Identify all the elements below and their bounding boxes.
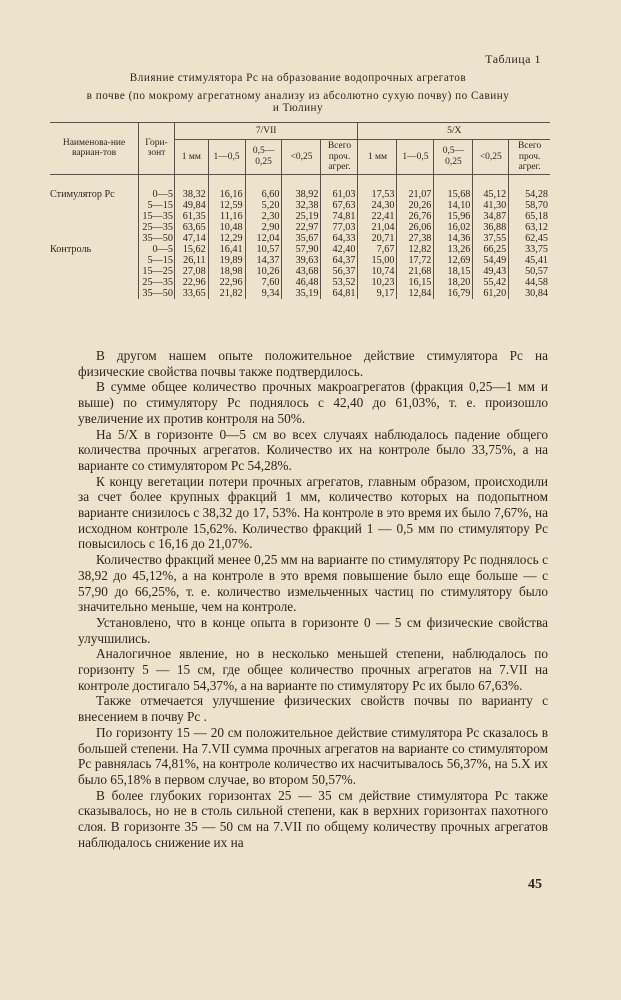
value-cell: 67,63: [321, 200, 358, 211]
value-cell: 2,90: [245, 222, 282, 233]
value-cell: 54,28: [509, 189, 550, 200]
value-cell: 15,00: [358, 255, 397, 266]
value-cell: 36,88: [473, 222, 509, 233]
value-cell: 34,87: [473, 211, 509, 222]
value-cell: 16,41: [208, 244, 245, 255]
col-group-7vii: 7/VII: [174, 123, 358, 140]
value-cell: 10,74: [358, 266, 397, 277]
value-cell: 14,10: [434, 200, 473, 211]
subcol-header: 0,5—0,25: [245, 140, 282, 175]
value-cell: 58,70: [509, 200, 550, 211]
value-cell: 56,37: [321, 266, 358, 277]
value-cell: 63,12: [509, 222, 550, 233]
value-cell: 61,35: [174, 211, 208, 222]
body-paragraph: В сумме общее количество прочных макроагрегатов (фракция 0,25—1 мм и выше) по стимулятору Рс поднялось с 42,40 до 61,03%, т. е. произошло увеличение их против контроля на 50%.: [78, 379, 548, 426]
value-cell: 50,57: [509, 266, 550, 277]
value-cell: 65,18: [509, 211, 550, 222]
value-cell: 12,04: [245, 233, 282, 244]
value-cell: 21,68: [397, 266, 434, 277]
value-cell: 27,38: [397, 233, 434, 244]
value-cell: 21,07: [397, 189, 434, 200]
value-cell: 9,17: [358, 288, 397, 299]
value-cell: 30,84: [509, 288, 550, 299]
variant-name: Стимулятор Рс: [50, 188, 115, 200]
value-cell: 54,49: [473, 255, 509, 266]
value-cell: 33,75: [509, 244, 550, 255]
aggregates-table: [50, 122, 550, 299]
body-paragraph: К концу вегетации потери прочных агрегатов, главным образом, происходили за счет более крупных фракций 1 мм, количество которых на подопытном варианте снизилось с 38,32 до 17, 53%. На контроле в это время их было 7,67%, на исходном контроле 15,62%. Количество фракций 1 — 0,5 мм по стимулятору Рс повысилось с 16,16 до 21,07%.: [78, 473, 548, 552]
table-label: Таблица 1: [485, 52, 541, 66]
subcol-header: <0,25: [282, 140, 321, 175]
value-cell: 18,15: [434, 266, 473, 277]
value-cell: 57,90: [282, 244, 321, 255]
table-row: [50, 233, 550, 244]
value-cell: 18,98: [208, 266, 245, 277]
table-caption-line1: Влияние стимулятора Рс на образование водопрочных агрегатов: [129, 72, 467, 84]
value-cell: 41,30: [473, 200, 509, 211]
horizon-cell: 0—5: [139, 244, 175, 255]
variant-name: [50, 266, 139, 277]
value-cell: 15,96: [434, 211, 473, 222]
value-cell: 15,68: [434, 189, 473, 200]
subcol-header: Всего проч. агрег.: [321, 140, 358, 175]
variant-name: [50, 211, 139, 222]
value-cell: 74,81: [321, 211, 358, 222]
value-cell: 7,60: [245, 277, 282, 288]
value-cell: 11,16: [208, 211, 245, 222]
subcol-header: 1—0,5: [397, 140, 434, 175]
value-cell: 27,08: [174, 266, 208, 277]
value-cell: 33,65: [174, 288, 208, 299]
value-cell: 66,25: [473, 244, 509, 255]
value-cell: 5,20: [245, 200, 282, 211]
value-cell: 26,11: [174, 255, 208, 266]
value-cell: 61,20: [473, 288, 509, 299]
value-cell: 44,58: [509, 277, 550, 288]
value-cell: 16,16: [208, 189, 245, 200]
value-cell: 21,82: [208, 288, 245, 299]
table-row: [50, 189, 550, 200]
value-cell: 16,79: [434, 288, 473, 299]
value-cell: 10,23: [358, 277, 397, 288]
value-cell: 10,57: [245, 244, 282, 255]
value-cell: 12,59: [208, 200, 245, 211]
variant-name: [50, 233, 139, 244]
value-cell: 19,89: [208, 255, 245, 266]
value-cell: 25,19: [282, 211, 321, 222]
value-cell: 46,48: [282, 277, 321, 288]
table-row: [50, 266, 550, 277]
value-cell: 10,48: [208, 222, 245, 233]
value-cell: 12,84: [397, 288, 434, 299]
horizon-cell: 35—50: [139, 233, 175, 244]
body-paragraph: По горизонту 15 — 20 см положительное действие стимулятора Рс сказалось в большей степени. На 7.VII сумма прочных агрегатов на варианте со стимулятором Рс равнялась 74,81%, на контроле количество их насчитывалось 56,37%, на 5.X их было 65,18% в первом случае, во втором 50,57%.: [78, 724, 548, 787]
col-header-name: Наименова-ние вариан-тов: [50, 123, 139, 175]
horizon-cell: 15—25: [139, 266, 175, 277]
value-cell: 45,12: [473, 189, 509, 200]
value-cell: 39,63: [282, 255, 321, 266]
value-cell: 49,43: [473, 266, 509, 277]
body-paragraph: В более глубоких горизонтах 25 — 35 см действие стимулятора Рс также сказывалось, но не в столь сильной степени, как в верхних горизонтах пахотного слоя. В горизонте 35 — 50 см на 7.VII по общему количеству прочных агрегатов наблюдалось снижение их на: [78, 787, 548, 850]
value-cell: 21,04: [358, 222, 397, 233]
value-cell: 42,40: [321, 244, 358, 255]
col-group-5x: 5/X: [358, 123, 550, 140]
body-paragraph: Также отмечается улучшение физических свойств почвы по варианту с внесением в почву Рс .: [78, 693, 548, 725]
horizon-cell: 15—35: [139, 211, 175, 222]
value-cell: 38,92: [282, 189, 321, 200]
value-cell: 38,32: [174, 189, 208, 200]
value-cell: 20,26: [397, 200, 434, 211]
value-cell: 53,52: [321, 277, 358, 288]
value-cell: 22,96: [174, 277, 208, 288]
value-cell: 22,96: [208, 277, 245, 288]
value-cell: 12,69: [434, 255, 473, 266]
value-cell: 6,60: [245, 189, 282, 200]
horizon-cell: 5—15: [139, 255, 175, 266]
value-cell: 64,33: [321, 233, 358, 244]
value-cell: 20,71: [358, 233, 397, 244]
table-row: [50, 222, 550, 233]
value-cell: 14,36: [434, 233, 473, 244]
variant-name: Контроль: [50, 243, 92, 255]
page-number: 45: [528, 877, 542, 892]
variant-name: [50, 200, 139, 211]
value-cell: 13,26: [434, 244, 473, 255]
value-cell: 9,34: [245, 288, 282, 299]
value-cell: 61,03: [321, 189, 358, 200]
horizon-cell: 25—35: [139, 222, 175, 233]
body-paragraph: В другом нашем опыте положительное действие стимулятора Рс на физические свойства почвы также подтвердилось.: [78, 348, 548, 379]
value-cell: 2,30: [245, 211, 282, 222]
value-cell: 22,41: [358, 211, 397, 222]
subcol-header: Всего проч. агрег.: [509, 140, 550, 175]
value-cell: 43,68: [282, 266, 321, 277]
horizon-cell: 25—35: [139, 277, 175, 288]
value-cell: 47,14: [174, 233, 208, 244]
variant-name: [50, 277, 139, 288]
subcol-header: <0,25: [473, 140, 509, 175]
value-cell: 24,30: [358, 200, 397, 211]
body-text: [78, 348, 548, 851]
table-body: [50, 174, 550, 299]
value-cell: 32,38: [282, 200, 321, 211]
value-cell: 26,06: [397, 222, 434, 233]
value-cell: 16,15: [397, 277, 434, 288]
subcol-header: 0,5—0,25: [434, 140, 473, 175]
body-paragraph: Установлено, что в конце опыта в горизонте 0 — 5 см физические свойства улучшились.: [78, 614, 548, 646]
value-cell: 22,97: [282, 222, 321, 233]
subcol-header: 1—0,5: [208, 140, 245, 175]
value-cell: 37,55: [473, 233, 509, 244]
horizon-cell: 5—15: [139, 200, 175, 211]
value-cell: 49,84: [174, 200, 208, 211]
horizon-cell: 0—5: [139, 189, 175, 200]
value-cell: 18,20: [434, 277, 473, 288]
value-cell: 26,76: [397, 211, 434, 222]
body-paragraph: Аналогичное явление, но в несколько меньшей степени, наблюдалось по горизонту 5 — 15 см, где общее количество прочных агрегатов на 7.VII на контроле достигало 54,37%, а на варианте по стимулятору Рс их было 67,63%.: [78, 646, 548, 693]
value-cell: 15,62: [174, 244, 208, 255]
table-caption-line3: и Тюлину: [272, 102, 324, 114]
value-cell: 64,37: [321, 255, 358, 266]
value-cell: 62,45: [509, 233, 550, 244]
value-cell: 17,72: [397, 255, 434, 266]
value-cell: 63,65: [174, 222, 208, 233]
value-cell: 64,81: [321, 288, 358, 299]
value-cell: 12,29: [208, 233, 245, 244]
table-row: [50, 255, 550, 266]
value-cell: 55,42: [473, 277, 509, 288]
value-cell: 12,82: [397, 244, 434, 255]
variant-name: [50, 288, 139, 299]
subcol-header: 1 мм: [174, 140, 208, 175]
value-cell: 14,37: [245, 255, 282, 266]
value-cell: 7,67: [358, 244, 397, 255]
variant-name: [50, 255, 139, 266]
value-cell: 16,02: [434, 222, 473, 233]
table-row: [50, 277, 550, 288]
subcol-header: 1 мм: [358, 140, 397, 175]
value-cell: 77,03: [321, 222, 358, 233]
value-cell: 35,67: [282, 233, 321, 244]
table-row: [50, 200, 550, 211]
body-paragraph: На 5/X в горизонте 0—5 см во всех случаях наблюдалось падение общего количества прочных агрегатов. Количество их на контроле было 33,75%, а на варианте со стимулятором Рс 54,28%.: [78, 426, 548, 473]
value-cell: 10,26: [245, 266, 282, 277]
table-caption-line2: в почве (по мокрому агрегатному анализу из абсолютно сухую почву) по Савину: [86, 90, 510, 102]
table-row: [50, 211, 550, 222]
col-header-horizon: Гори-зонт: [139, 123, 175, 175]
variant-name: [50, 222, 139, 233]
table-row: [50, 288, 550, 299]
horizon-cell: 35—50: [139, 288, 175, 299]
value-cell: 17,53: [358, 189, 397, 200]
body-paragraph: Количество фракций менее 0,25 мм на варианте по стимулятору Рс поднялось с 38,92 до 45,12%, а на контроле в это время повышение было еще больше — с 57,90 до 66,25%, т. е. количество измельченных частиц по стимулятору было значительно меньше, чем на контроле.: [78, 552, 548, 615]
value-cell: 35,19: [282, 288, 321, 299]
table-row: [50, 244, 550, 255]
value-cell: 45,41: [509, 255, 550, 266]
